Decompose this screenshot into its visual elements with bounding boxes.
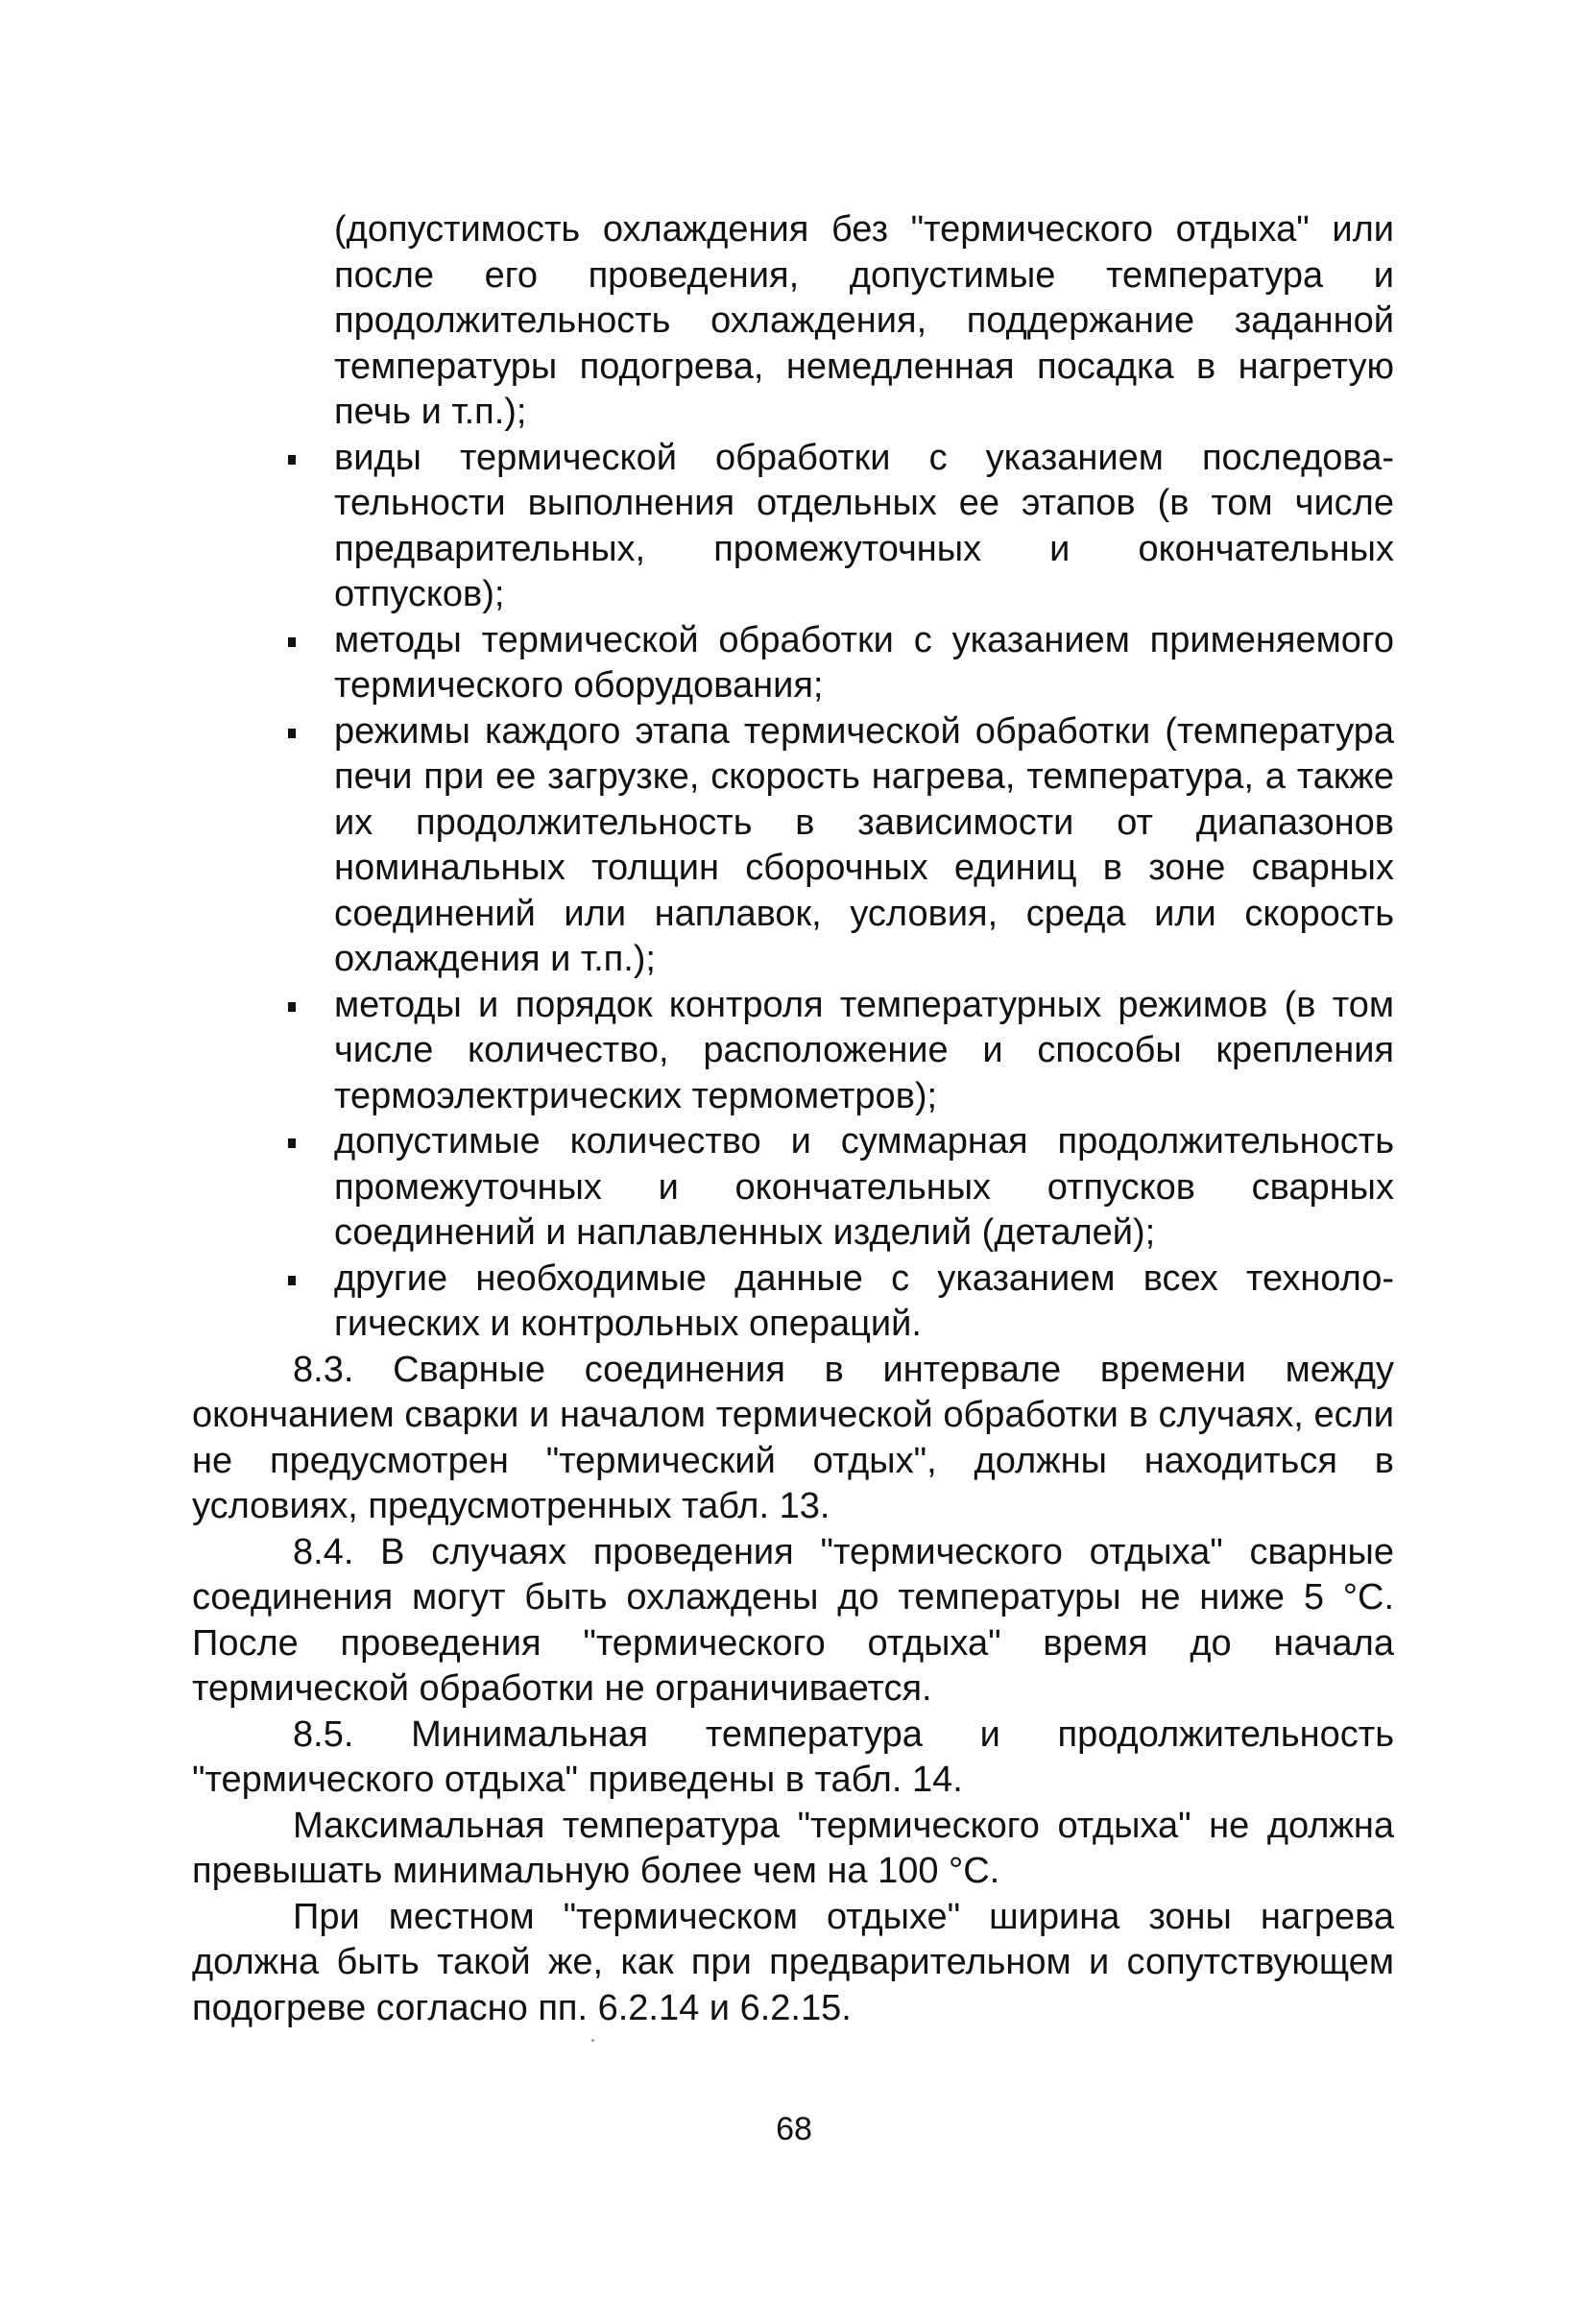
body-text (192, 207, 1394, 2031)
paragraph-8-4: 8.4. В случаях проведения "термического отдыха" сварные соединения могут быть охлаждены до температуры не ниже 5 °С. После проведения "термического отдыха" время до начала термической обработки не ограничивается. (192, 1531, 1394, 1709)
list-item: допустимые количество и суммарная продолжительность промежуточных и окончательных отпусков сварных соединений и наплавленных изделий (деталей); (334, 1119, 1394, 1257)
page-number: 68 (776, 2111, 812, 2147)
paragraph-8-3: 8.3. Сварные соединения в интервале времени между окончанием сварки и началом термической обработки в случаях, если не предусмотрен "термический отдых", должны находиться в условиях, предусмотренных табл. 13. (192, 1349, 1394, 1526)
bullet-marker (288, 729, 296, 738)
bullet-marker (288, 1276, 296, 1285)
list-item: методы и порядок контроля температурных режимов (в том числе количество, расположение и способы крепления термоэлектрических термометров); (334, 983, 1394, 1120)
bullet-marker (288, 455, 296, 465)
list-item: виды термической обработки с указанием последовательности выполнения отдельных ее этапов (в том числе предварительных, промежуточных и окончательных отпусков); (334, 436, 1394, 618)
list-item: другие необходимые данные с указанием всех технологических и контрольных операций. (334, 1257, 1394, 1348)
scan-speck (591, 2039, 594, 2042)
continuation-text: (допустимость охлаждения без "термического отдыха" или после его проведения, допустимые температура и продолжительность охлаждения, поддержание заданной температуры подогрева, немедленная посадка в нагретую печь и т.п.); (334, 209, 1394, 432)
bullet-marker (288, 1138, 296, 1148)
bullet-marker (288, 637, 296, 647)
paragraph-8-5: 8.5. Минимальная температура и продолжительность "термического отдыха" приведены в табл. 14. (192, 1713, 1394, 1800)
bullet-marker (288, 1002, 296, 1012)
paragraph-local-rest: При местном "термическом отдыхе" ширина зоны нагрева должна быть такой же, как при предварительном и сопутствующем подогреве согласно пп. 6.2.14 и 6.2.15. (192, 1896, 1394, 2028)
requirements-list (192, 436, 1394, 1348)
list-item: методы термической обработки с указанием применяемого термического оборудования; (334, 618, 1394, 709)
list-item: режимы каждого этапа термической обработки (температура печи при ее загрузке, скорость нагрева, температура, а также их продолжительность в зависимости от диапазонов номинальных толщин сборочных единиц в зоне сварных соединений или наплавок, условия, среда или скорость охлаждения и т.п.); (334, 709, 1394, 983)
paragraph-max-temperature: Максимальная температура "термического отдыха" не должна превышать минимальную более чем на 100 °С. (192, 1805, 1394, 1891)
